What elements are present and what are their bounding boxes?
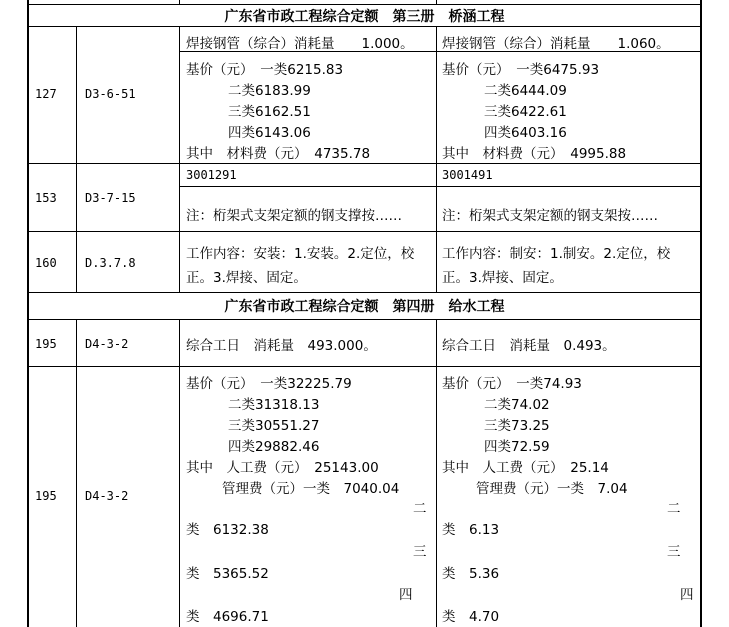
- left-class3-value: 类 5365.52: [186, 566, 269, 582]
- right-class4-value: 类 4.70: [442, 609, 500, 625]
- right-class4-mark: 四: [680, 587, 694, 603]
- left-class4-mark: 四: [399, 587, 413, 603]
- quota-table: [27, 0, 702, 627]
- left-class3: 三类6162.51: [228, 104, 311, 120]
- right-base-price: 基价（元） 一类6475.93: [442, 62, 600, 78]
- right-labor-cost: 其中 人工费（元） 25.14: [442, 460, 609, 476]
- left-consumption: 焊接钢管（综合）消耗量 1.000。: [186, 36, 414, 52]
- left-material-code: 3001291: [186, 168, 237, 182]
- right-class3: 三类6422.61: [484, 104, 567, 120]
- left-class4-value: 类 4696.71: [186, 609, 269, 625]
- table-row: [29, 320, 700, 367]
- right-class2: 二类6444.09: [484, 83, 567, 99]
- quota-code: D.3.7.8: [85, 256, 136, 270]
- left-base-price: 基价（元） 一类32225.79: [186, 376, 352, 392]
- quota-code: D4-3-2: [85, 337, 129, 351]
- right-class3-value: 类 5.36: [442, 566, 500, 582]
- right-class4: 四类72.59: [484, 439, 550, 455]
- left-mgmt-cost: 管理费（元）一类 7040.04: [222, 481, 400, 497]
- left-work-content-1: 工作内容：安装：1.安装。2.定位，校: [186, 246, 415, 262]
- right-work-content-1: 工作内容：制安：1.制安。2.定位，校: [442, 246, 671, 262]
- left-labor-cost: 其中 人工费（元） 25143.00: [186, 460, 379, 476]
- right-consumption: 焊接钢管（综合）消耗量 1.060。: [442, 36, 670, 52]
- left-note: 注：桁架式支架定额的钢支撑按……: [186, 208, 402, 224]
- left-class4: 四类29882.46: [228, 439, 320, 455]
- left-class2: 二类31318.13: [228, 397, 320, 413]
- section-header-3: [29, 5, 700, 27]
- left-class4: 四类6143.06: [228, 125, 311, 141]
- section-title: 广东省市政工程综合定额 第三册 桥涵工程: [224, 8, 505, 25]
- right-base-price: 基价（元） 一类74.93: [442, 376, 582, 392]
- right-material-code: 3001491: [442, 168, 493, 182]
- section-header-4: [29, 293, 700, 320]
- right-material: 其中 材料费（元） 4995.88: [442, 146, 627, 162]
- section-title: 广东省市政工程综合定额 第四册 给水工程: [224, 299, 505, 315]
- right-class2-value: 类 6.13: [442, 522, 500, 538]
- left-material: 其中 材料费（元） 4735.78: [186, 146, 371, 162]
- left-labor: 综合工日 消耗量 493.000。: [186, 338, 377, 354]
- left-work-content-2: 正。3.焊接、固定。: [186, 270, 307, 286]
- row-number: 195: [35, 489, 57, 503]
- quota-code: D4-3-2: [85, 489, 129, 503]
- row-number: 153: [35, 191, 57, 205]
- left-class3-mark: 三: [413, 544, 427, 560]
- right-class2-mark: 二: [667, 501, 681, 517]
- right-note: 注：桁架式支架定额的钢支架按……: [442, 208, 658, 224]
- right-class3-mark: 三: [667, 544, 681, 560]
- right-mgmt-cost: 管理费（元）一类 7.04: [476, 481, 628, 497]
- right-class3: 三类73.25: [484, 418, 550, 434]
- quota-code: D3-6-51: [85, 87, 136, 101]
- right-labor: 综合工日 消耗量 0.493。: [442, 338, 616, 354]
- right-work-content-2: 正。3.焊接、固定。: [442, 270, 563, 286]
- table-row: [29, 232, 700, 293]
- row-number: 127: [35, 87, 57, 101]
- left-class2-mark: 二: [413, 501, 427, 517]
- table-row: [29, 367, 700, 627]
- right-class4: 四类6403.16: [484, 125, 567, 141]
- quota-code: D3-7-15: [85, 191, 136, 205]
- left-base-price: 基价（元） 一类6215.83: [186, 62, 344, 78]
- table-row: [29, 27, 700, 164]
- table-row: [29, 164, 700, 232]
- left-class2: 二类6183.99: [228, 83, 311, 99]
- row-number: 195: [35, 337, 57, 351]
- left-class3: 三类30551.27: [228, 418, 320, 434]
- right-class2: 二类74.02: [484, 397, 550, 413]
- row-number: 160: [35, 256, 57, 270]
- left-class2-value: 类 6132.38: [186, 522, 269, 538]
